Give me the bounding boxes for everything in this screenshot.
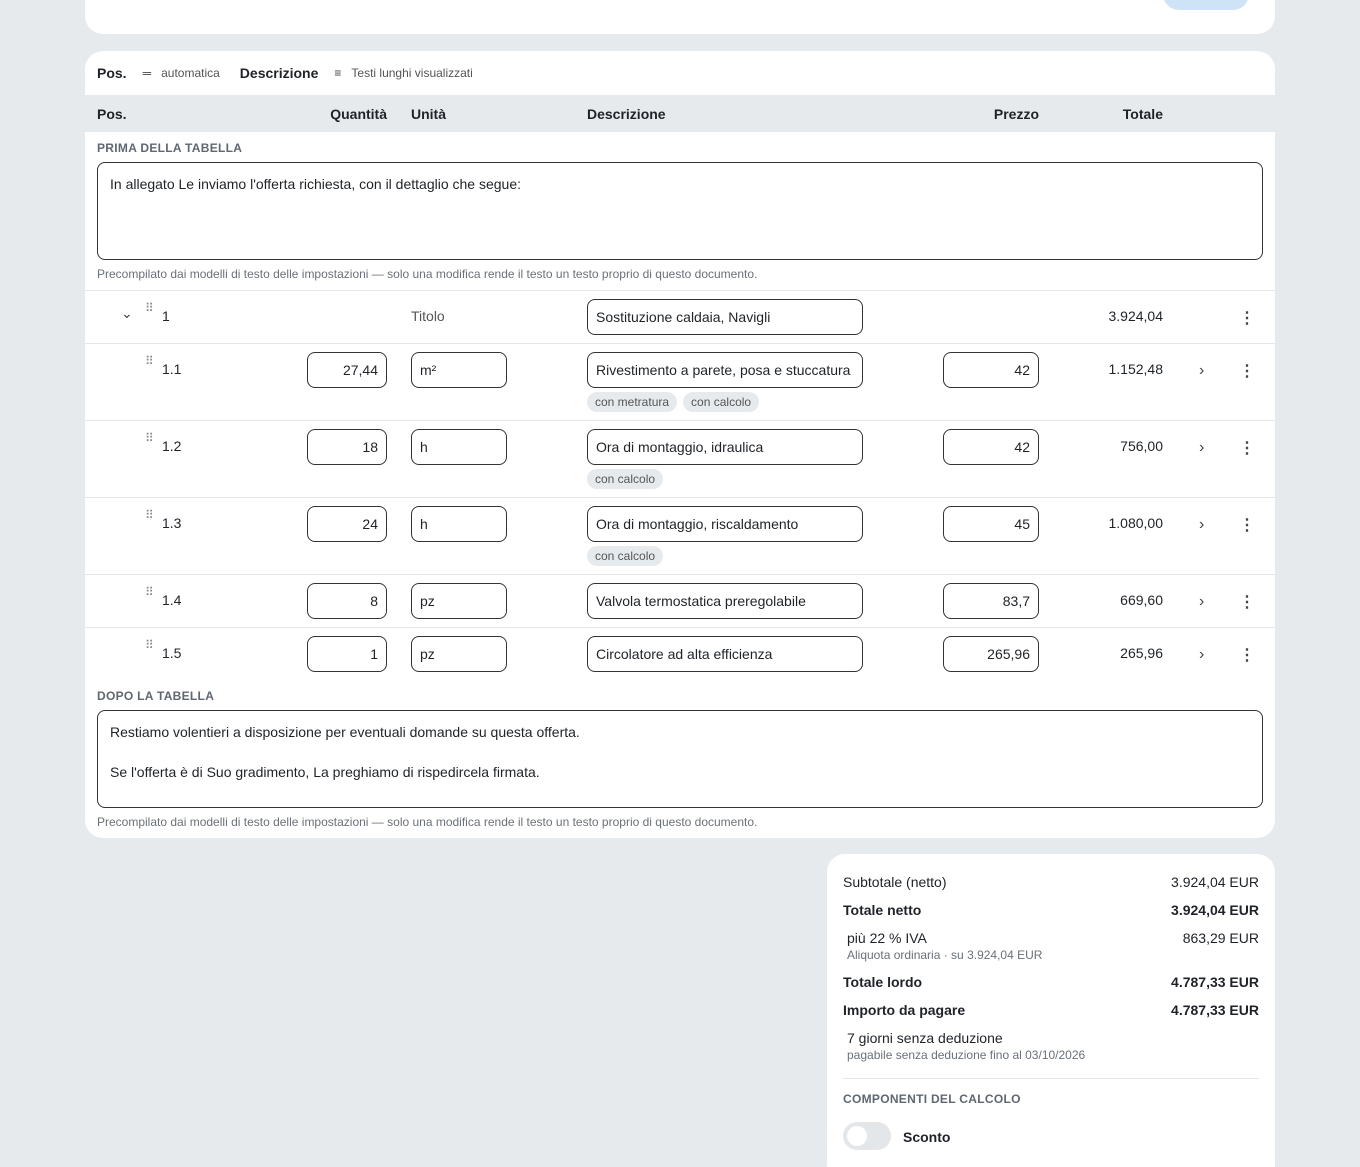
- tag-badge: con calcolo: [683, 392, 759, 412]
- row-total: 756,00: [1120, 438, 1163, 454]
- quantity-input[interactable]: 1: [307, 636, 387, 672]
- table-row: [85, 627, 1275, 680]
- tag-badge: con metratura: [587, 392, 677, 412]
- chevron-right-icon[interactable]: ›: [1199, 593, 1205, 610]
- chevron-right-icon[interactable]: ›: [1199, 516, 1205, 533]
- vat-label: più 22 % IVA: [847, 930, 927, 946]
- more-options-icon[interactable]: ⋮: [1239, 440, 1255, 457]
- table-options-bar: [85, 51, 1275, 95]
- description-input[interactable]: Circolatore ad alta efficienza: [587, 636, 863, 672]
- table-header: [85, 95, 1275, 132]
- drag-handle-icon[interactable]: ⠿: [145, 301, 154, 315]
- vat-sub: Aliquota ordinaria · su 3.924,04 EUR: [847, 948, 1043, 962]
- equals-icon[interactable]: ═: [142, 66, 152, 80]
- position-number: 1.4: [162, 592, 182, 608]
- after-table-label: DOPO LA TABELLA: [97, 689, 215, 703]
- quantity-input[interactable]: 8: [307, 583, 387, 619]
- before-table-textarea[interactable]: In allegato Le inviamo l'offerta richiesta, con il dettaglio che segue:: [97, 162, 1263, 260]
- drag-handle-icon[interactable]: ⠿: [145, 508, 154, 522]
- discount-label: Sconto: [903, 1129, 951, 1145]
- previous-card: [85, 0, 1275, 34]
- chevron-right-icon[interactable]: ›: [1199, 439, 1205, 456]
- before-table-hint: Precompilato dai modelli di testo delle impostazioni — solo una modifica rende il testo un testo proprio di questo documento.: [97, 267, 758, 281]
- collapse-chevron-icon[interactable]: ⌄: [121, 305, 133, 321]
- vat-line: [843, 930, 1259, 962]
- col-qty: Quantità: [330, 106, 387, 122]
- after-table-textarea[interactable]: Restiamo volentieri a disposizione per eventuali domande su questa offerta. Se l'offerta è di Suo gradimento, La preghiamo di rispedircela firmata.: [97, 710, 1263, 808]
- more-options-icon[interactable]: ⋮: [1239, 363, 1255, 380]
- position-number: 1.3: [162, 515, 182, 531]
- vat-value: 863,29 EUR: [1182, 930, 1259, 946]
- subtotal-value: 3.924,04 EUR: [1171, 874, 1259, 890]
- payment-terms-sub: pagabile senza deduzione fino al 03/10/2026: [847, 1048, 1086, 1062]
- description-input[interactable]: Ora di montaggio, idraulica: [587, 429, 863, 465]
- subtotal-line: [843, 874, 1259, 890]
- after-table-hint: Precompilato dai modelli di testo delle impostazioni — solo una modifica rende il testo un testo proprio di questo documento.: [97, 815, 758, 829]
- col-pos: Pos.: [97, 106, 127, 122]
- quantity-input[interactable]: 18: [307, 429, 387, 465]
- gross-total-value: 4.787,33 EUR: [1171, 974, 1259, 990]
- position-number: 1.1: [162, 361, 182, 377]
- row-total: 265,96: [1120, 645, 1163, 661]
- row-type-label: Titolo: [411, 308, 445, 324]
- net-total-label: Totale netto: [843, 902, 922, 918]
- title-total: 3.924,04: [1108, 308, 1163, 324]
- pos-option-value[interactable]: automatica: [161, 66, 220, 80]
- drag-handle-icon[interactable]: ⠿: [145, 354, 154, 368]
- drag-handle-icon[interactable]: ⠿: [145, 638, 154, 652]
- more-options-icon[interactable]: ⋮: [1239, 517, 1255, 534]
- pos-option-label: Pos.: [97, 65, 127, 81]
- price-input[interactable]: 42: [943, 429, 1039, 465]
- unit-input[interactable]: m²: [411, 352, 507, 388]
- subtotal-label: Subtotale (netto): [843, 874, 947, 890]
- price-input[interactable]: 83,7: [943, 583, 1039, 619]
- unit-input[interactable]: h: [411, 506, 507, 542]
- before-table-label: PRIMA DELLA TABELLA: [97, 141, 243, 155]
- amount-due-value: 4.787,33 EUR: [1171, 1002, 1259, 1018]
- row-tags: [587, 469, 663, 489]
- chevron-right-icon[interactable]: ›: [1199, 646, 1205, 663]
- col-price: Prezzo: [993, 106, 1039, 122]
- unit-input[interactable]: pz: [411, 636, 507, 672]
- tag-badge: con calcolo: [587, 546, 663, 566]
- amount-due-line: [843, 1002, 1259, 1018]
- toggle-knob: [847, 1126, 867, 1146]
- payment-terms: [843, 1030, 1259, 1062]
- chevron-right-icon[interactable]: ›: [1199, 362, 1205, 379]
- unit-input[interactable]: pz: [411, 583, 507, 619]
- desc-option-value[interactable]: Testi lunghi visualizzati: [351, 66, 473, 80]
- position-number: 1.5: [162, 645, 182, 661]
- position-number: 1.2: [162, 438, 182, 454]
- desc-option-label: Descrizione: [239, 65, 319, 81]
- drag-handle-icon[interactable]: ⠿: [145, 585, 154, 599]
- lines-icon[interactable]: ≡: [334, 66, 342, 80]
- table-row: [85, 420, 1275, 497]
- price-input[interactable]: 265,96: [943, 636, 1039, 672]
- table-row: [85, 343, 1275, 420]
- primary-button[interactable]: [1163, 0, 1249, 10]
- quantity-input[interactable]: 24: [307, 506, 387, 542]
- amount-due-label: Importo da pagare: [843, 1002, 966, 1018]
- quantity-input[interactable]: 27,44: [307, 352, 387, 388]
- row-tags: [587, 546, 663, 566]
- gross-total-label: Totale lordo: [843, 974, 923, 990]
- net-total-line: [843, 902, 1259, 918]
- items-card: [85, 51, 1275, 838]
- table-row: [85, 574, 1275, 627]
- discount-toggle[interactable]: [843, 1122, 891, 1150]
- drag-handle-icon[interactable]: ⠿: [145, 431, 154, 445]
- payment-terms-label: 7 giorni senza deduzione: [847, 1030, 1003, 1046]
- tag-badge: con calcolo: [587, 469, 663, 489]
- title-row: [85, 290, 1275, 343]
- title-description-input[interactable]: Sostituzione caldaia, Navigli: [587, 299, 863, 335]
- more-options-icon[interactable]: ⋮: [1239, 647, 1255, 664]
- row-tags: [587, 392, 759, 412]
- description-input[interactable]: Rivestimento a parete, posa e stuccatura: [587, 352, 863, 388]
- gross-total-line: [843, 974, 1259, 990]
- totals-card: [827, 854, 1275, 1167]
- net-total-value: 3.924,04 EUR: [1171, 902, 1259, 918]
- row-total: 1.080,00: [1108, 515, 1163, 531]
- row-total: 1.152,48: [1108, 361, 1163, 377]
- more-options-icon[interactable]: ⋮: [1239, 310, 1255, 327]
- price-input[interactable]: 42: [943, 352, 1039, 388]
- col-total: Totale: [1122, 106, 1163, 122]
- col-unit: Unità: [411, 106, 446, 122]
- price-input[interactable]: 45: [943, 506, 1039, 542]
- position-number: 1: [162, 308, 170, 324]
- divider: [843, 1078, 1259, 1079]
- description-input[interactable]: Valvola termostatica preregolabile: [587, 583, 863, 619]
- unit-input[interactable]: h: [411, 429, 507, 465]
- more-options-icon[interactable]: ⋮: [1239, 594, 1255, 611]
- components-label: COMPONENTI DEL CALCOLO: [843, 1092, 1021, 1106]
- table-row: [85, 497, 1275, 574]
- row-total: 669,60: [1120, 592, 1163, 608]
- col-desc: Descrizione: [587, 106, 666, 122]
- description-input[interactable]: Ora di montaggio, riscaldamento: [587, 506, 863, 542]
